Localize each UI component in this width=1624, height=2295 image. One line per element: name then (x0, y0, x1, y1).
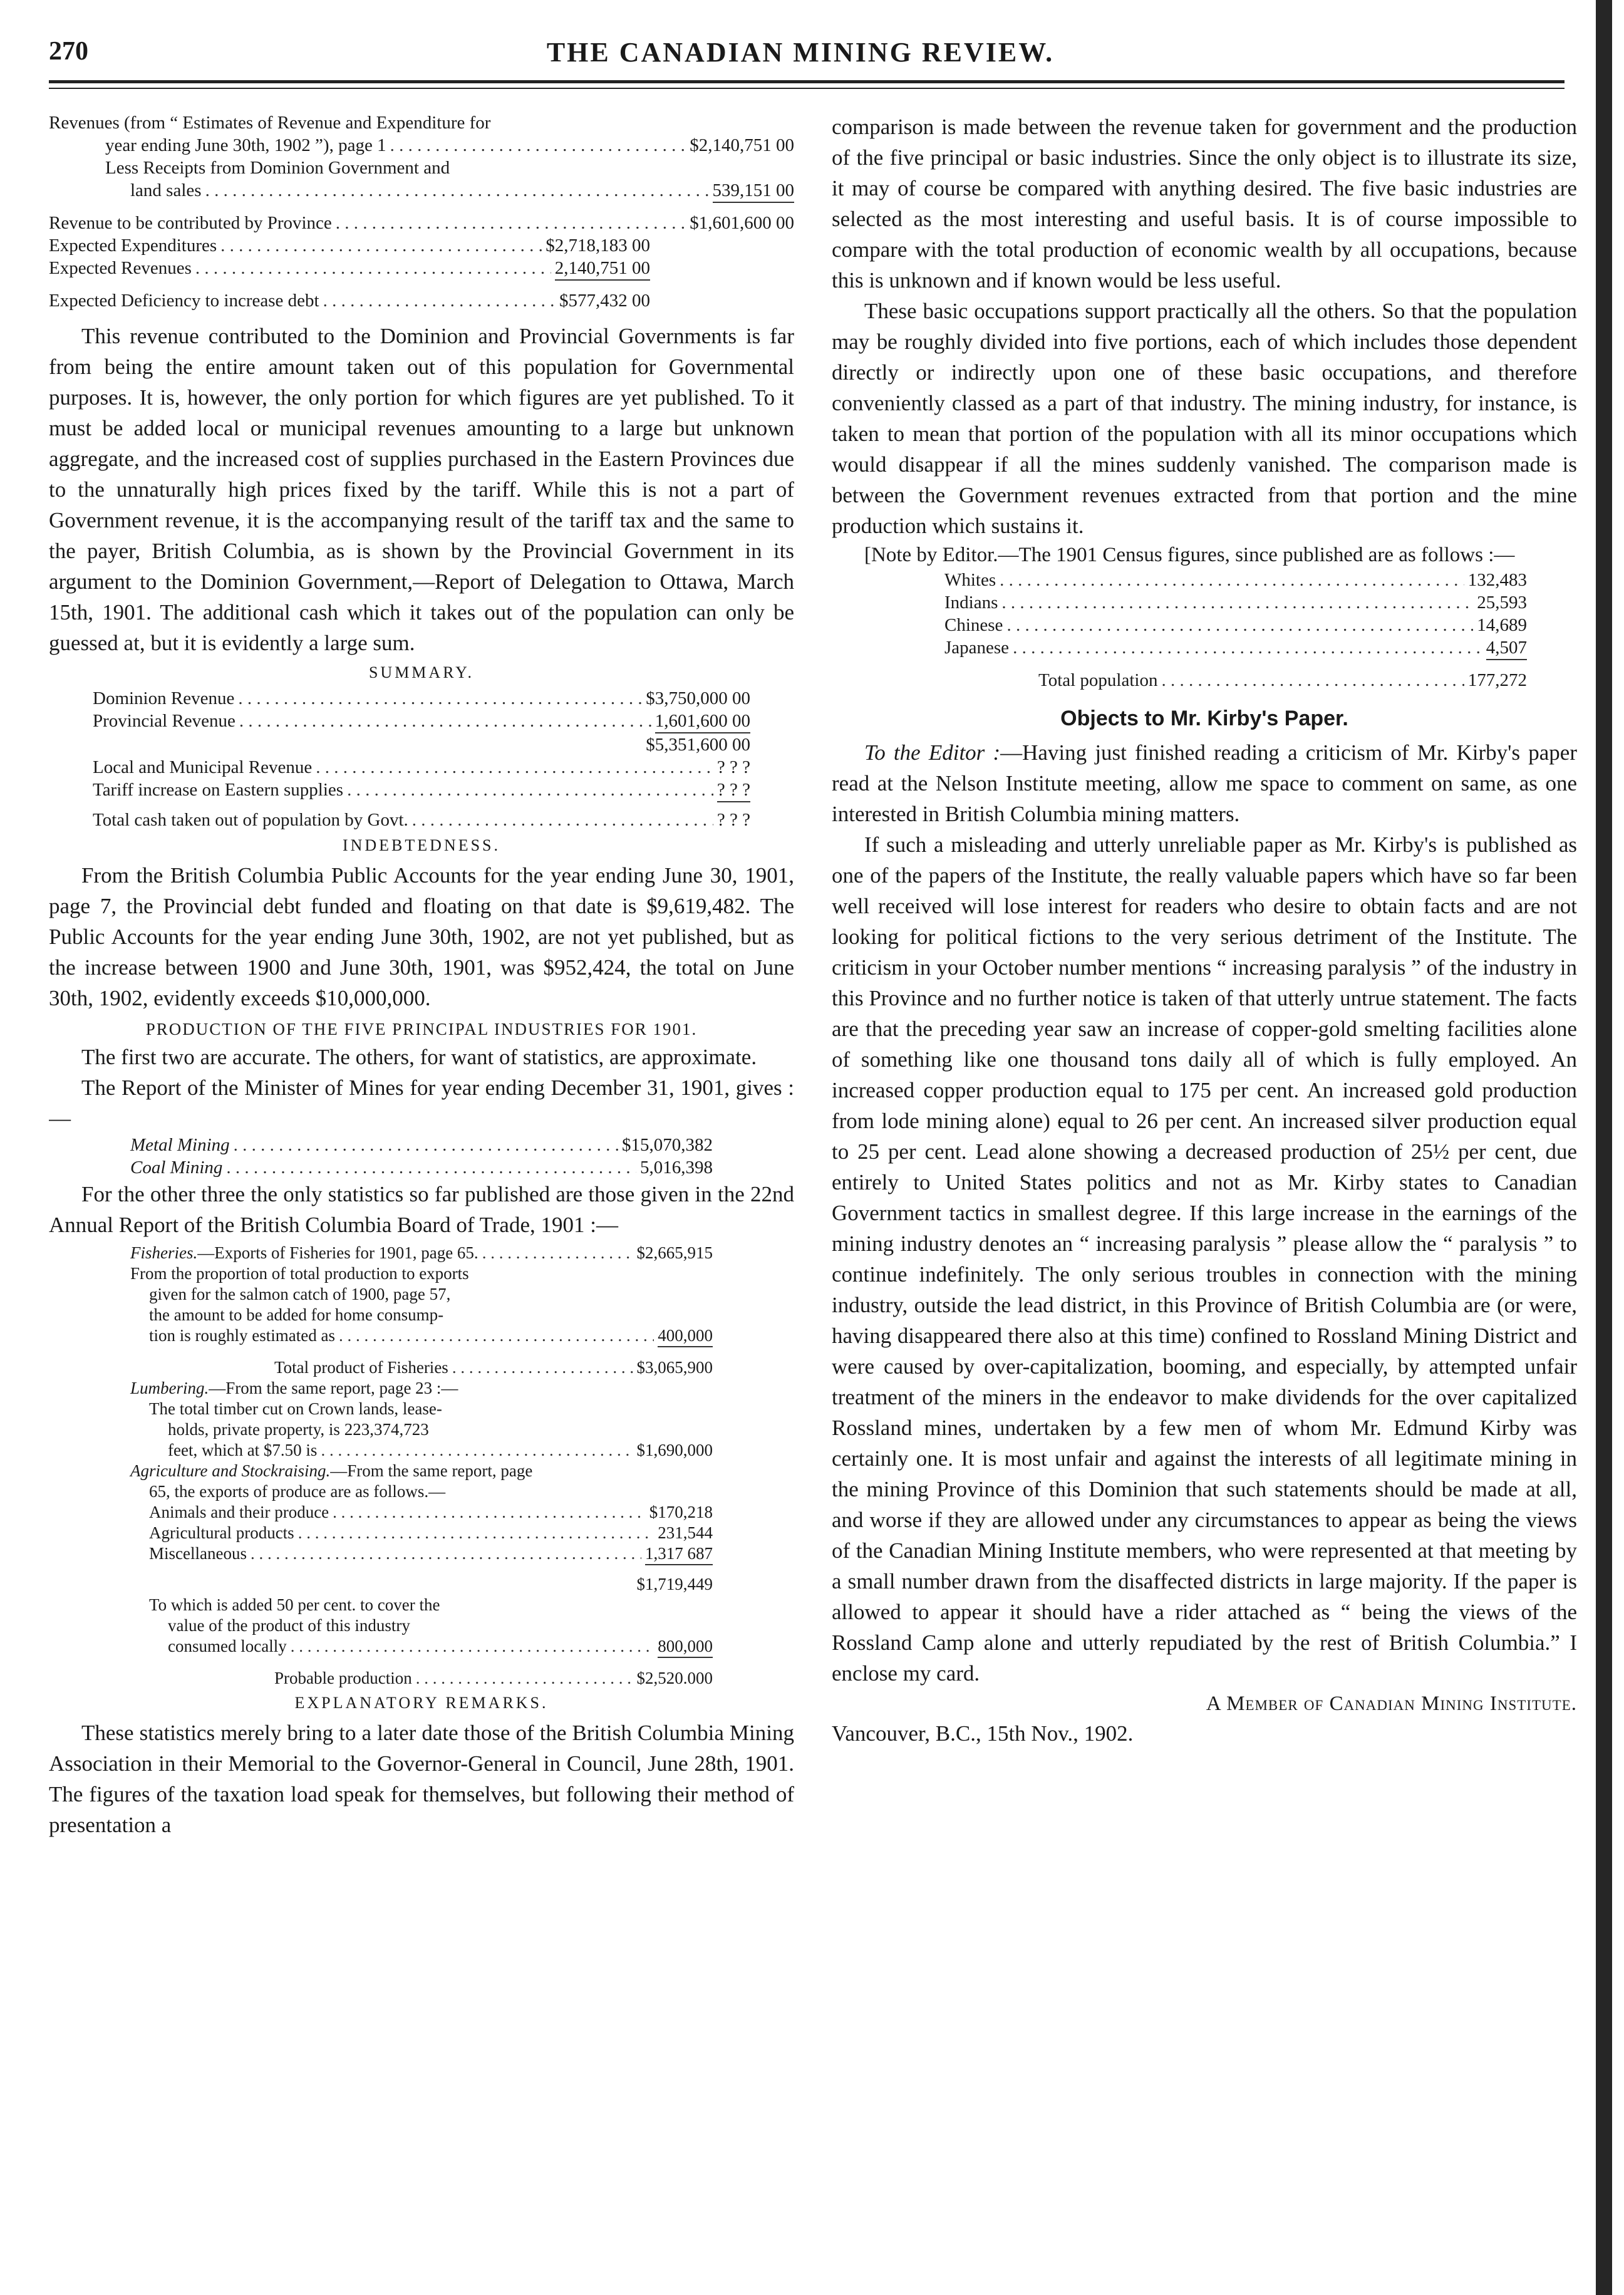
mining-row: Coal Mining . . . 5,016,398 (130, 1156, 713, 1179)
fisheries-exports-row: Fisheries.—Exports of Fisheries for 1901, page 65. . . . $2,665,915 (130, 1243, 713, 1263)
scan-edge-bar (1596, 0, 1612, 2295)
census-row: Japanese . . . 4,507 (944, 636, 1527, 660)
agriculture-line: 65, the exports of produce are as follows.— (149, 1482, 446, 1501)
less-receipts-amount: 539,151 00 (713, 179, 795, 203)
place-date: Vancouver, B.C., 15th Nov., 1902. (832, 1721, 1134, 1746)
paragraph: From the British Columbia Public Accounts for the year ending June 30, 1901, page 7, the Provincial debt funded and floating on that date is $9,619,482. The Public Accounts for the year ending June 30th, 1902, are not yet published, but as the increase between 1900 and June 30th, 1901, was $952,424, the total on June 30th, 1902, evidently exceeds $10,000,000. (49, 863, 794, 1010)
paragraph: comparison is made between the revenue taken for government and the production of the five principal or basic industries. Since the only object is to illustrate its size, it may of course be compared with anything desired. The five basic industries are selected as the most interesting and useful basis. It is of course impossible to compare with the total production of economic wealth by all occupations, because this is unknown and if known would be less useful. (832, 115, 1577, 293)
less-receipts-line-1: Less Receipts from Dominion Government and (105, 158, 450, 178)
probable-production-row: Probable production . . . $2,520.000 (130, 1668, 713, 1689)
census-row: Whites . . . 132,483 (944, 569, 1527, 591)
signature: A Member of Canadian Mining Institute. (1206, 1692, 1577, 1715)
paragraph: These basic occupations support practically all the others. So that the population may be roughly divided into five portions, each of which includes those dependent directly or indirectly upon one of these basic occupations, and therefore conveniently classed as a part of that industry. The mining industry, for instance, is taken to mean that portion of the population with all its minor occupations which would disappear if all the mines suddenly vanished. The comparison made is between the Government revenues extracted from that portion and the mine production which sustains it. (832, 299, 1577, 538)
summary-total-row: Total cash taken out of population by Govt. . . . ? ? ? (93, 809, 750, 831)
fisheries-home-row: tion is roughly estimated as . . . 400,000 (130, 1325, 713, 1347)
summary-row: Dominion Revenue . . . $3,750,000 00 (93, 687, 750, 710)
added-line: value of the product of this industry (168, 1616, 410, 1635)
fisheries-line: given for the salmon catch of 1900, page 57, (149, 1285, 451, 1303)
agriculture-line: Agriculture and Stockraising.—From the same report, page (130, 1461, 533, 1480)
census-row: Chinese . . . 14,689 (944, 614, 1527, 636)
summary-row: Provincial Revenue . . . 1,601,600 00 (93, 710, 750, 733)
salutation: To the Editor : (864, 740, 1001, 765)
summary-heading: SUMMARY. (368, 663, 475, 681)
less-receipts-line-2: land sales . . . 539,151 00 (49, 179, 794, 203)
explanatory-heading: EXPLANATORY REMARKS. (294, 1694, 549, 1712)
mining-table (49, 1134, 794, 1179)
paragraph: The Report of the Minister of Mines for year ending December 31, 1901, gives :— (49, 1075, 794, 1131)
lumbering-line: Lumbering.—From the same report, page 23 :— (130, 1379, 458, 1397)
left-column (49, 111, 794, 2285)
running-header (49, 36, 1552, 74)
lumbering-line: holds, private property, is 223,374,723 (168, 1420, 429, 1439)
paragraph: These statistics merely bring to a later date those of the British Columbia Mining Association in their Memorial to the Governor-General in Council, June 28th, 1901. The figures of the taxation load speak for themselves, but following their method of presentation a (49, 1721, 794, 1837)
right-column (832, 111, 1577, 2285)
census-table (832, 569, 1577, 692)
budget-row: Expected Expenditures . . . $2,718,183 00 (49, 234, 650, 257)
paragraph: This revenue contributed to the Dominion and Provincial Governments is far from being the entire amount taken out of this population for Governmental purposes. It is, however, the only portion for which figures are yet published. To it must be added local or municipal revenues amounting to a large but unknown aggregate, and the increased cost of supplies purchased in the Eastern Provinces due to the unnaturally high prices fixed by the tariff. While this is not a part of Government revenue, it is the accompanying result of the tariff tax and the same to the payer, British Columbia, as is shown by the Provincial Government in its argument to the Dominion Government,—Report of Delegation to Ottawa, March 15th, 1901. The additional cash which it takes out of the population can only be guessed at, but it is evidently a large sum. (49, 324, 794, 655)
summary-row: Tariff increase on Eastern supplies . . . ? ? ? (93, 779, 750, 802)
summary-row: Local and Municipal Revenue . . . ? ? ? (93, 756, 750, 779)
added-row: consumed locally . . . 800,000 (130, 1636, 713, 1658)
fisheries-line: the amount to be added for home consump- (149, 1305, 444, 1324)
census-total-row: Total population . . . 177,272 (944, 669, 1527, 692)
indebtedness-heading: INDEBTEDNESS. (342, 836, 501, 854)
revenues-line-2: year ending June 30th, 1902 ”), page 1 . . . $2,140,751 00 (49, 134, 794, 157)
letter-paragraph: To the Editor :—Having just finished reading a criticism of Mr. Kirby's paper read at the Nelson Institute meeting, allow me space to comment on same, as one interested in British Columbia mining matters. (832, 740, 1577, 826)
paragraph: The first two are accurate. The others, for want of statistics, are approximate. (81, 1045, 757, 1069)
revenues-line-1: Revenues (from “ Estimates of Revenue and Expenditure for (49, 113, 491, 133)
census-row: Indians . . . 25,593 (944, 591, 1527, 614)
fisheries-line: From the proportion of total production to exports (130, 1264, 469, 1283)
agriculture-row: Animals and their produce . . . $170,218 (130, 1502, 713, 1523)
summary-table (49, 687, 794, 831)
fisheries-total-row: Total product of Fisheries . . . $3,065,900 (130, 1357, 713, 1378)
header-rule-thick (49, 80, 1565, 83)
agriculture-row: Miscellaneous . . . 1,317 687 (130, 1543, 713, 1565)
letter-heading: Objects to Mr. Kirby's Paper. (1060, 707, 1348, 730)
budget-row: Expected Deficiency to increase debt . . . $577,432 00 (49, 289, 650, 312)
journal-title: THE CANADIAN MINING REVIEW. (546, 37, 1055, 68)
budget-table (49, 111, 794, 312)
added-line: To which is added 50 per cent. to cover the (149, 1595, 440, 1614)
revenues-amount: $2,140,751 00 (690, 135, 794, 155)
header-rule-thin (49, 88, 1565, 89)
agriculture-sum: $1,719,449 (636, 1575, 713, 1593)
lumbering-row: feet, which at $7.50 is . . . $1,690,000 (130, 1440, 713, 1461)
agriculture-row: Agricultural products . . . 231,544 (130, 1523, 713, 1543)
industries-table (49, 1240, 794, 1689)
page-number: 270 (49, 37, 88, 66)
budget-row: Expected Revenues . . . 2,140,751 00 (49, 257, 650, 281)
paragraph: For the other three the only statistics so far published are those given in the 22nd Annual Report of the British Columbia Board of Trade, 1901 :— (49, 1182, 794, 1237)
summary-subtotal: $5,351,600 00 (646, 735, 750, 755)
budget-row: Revenue to be contributed by Province . . . $1,601,600 00 (49, 212, 794, 234)
editor-note: [Note by Editor.—The 1901 Census figures, since published are as follows :— (864, 544, 1515, 566)
mining-row: Metal Mining . . . $15,070,382 (130, 1134, 713, 1156)
lumbering-line: The total timber cut on Crown lands, lease- (149, 1399, 442, 1418)
production-heading: PRODUCTION OF THE FIVE PRINCIPAL INDUSTRIES FOR 1901. (145, 1020, 698, 1039)
letter-paragraph: If such a misleading and utterly unreliable paper as Mr. Kirby's is published as one of the papers of the Institute, the really valuable papers which have so far been well received will lose interest for readers who desire to obtain facts and are not looking for political fictions to the very serious detriment of the Institute. The criticism in your October number mentions “ increasing paralysis ” of the industry in this Province and no further notice is taken of that utterly untrue statement. The facts are that the preceding year saw an increase of copper-gold smelting facilities alone of something like one thousand tons daily all of which is fully employed. An increased copper production equal to 175 per cent. An increased gold production from lode mining alone) equal to 26 per cent. An increased silver production equal to 25 per cent. Lead alone showing a decreased production of 25½ per cent, due entirely to United States politics and not as Mr. Kirby states to Canadian Government tactics in smallest degree. If this large increase in the earnings of the mining industry denotes an “ increasing paralysis ” please allow the “ paralysis ” to continue indefinitely. The only serious troubles in connection with the mining industry, outside the lead district, in this Province of British Columbia are (or were, having disappeared there also at this time) confined to Rossland Mining District and were caused by over-capitalization, booming, and especially, by attempted unfair treatment of the miners in the endeavor to make dividends for the over capitalized Rossland mines, undertaken by a few men of whom Mr. Edmund Kirby was certainly one. It is most unfair and against the interests of all legitimate mining in the mining Province of this Dominion that such statements should be made at all, and worse if they are allowed under any circumstances to appear as being the views of the Canadian Mining Institute members, who were represented at that meeting by a small number drawn from the disaffected districts in large majority. If the paper is allowed to appear it should have a rider attached as “ being the views of the Rossland Camp alone and utterly repudiated by the rest of British Columbia.” I enclose my card. (832, 832, 1577, 1686)
